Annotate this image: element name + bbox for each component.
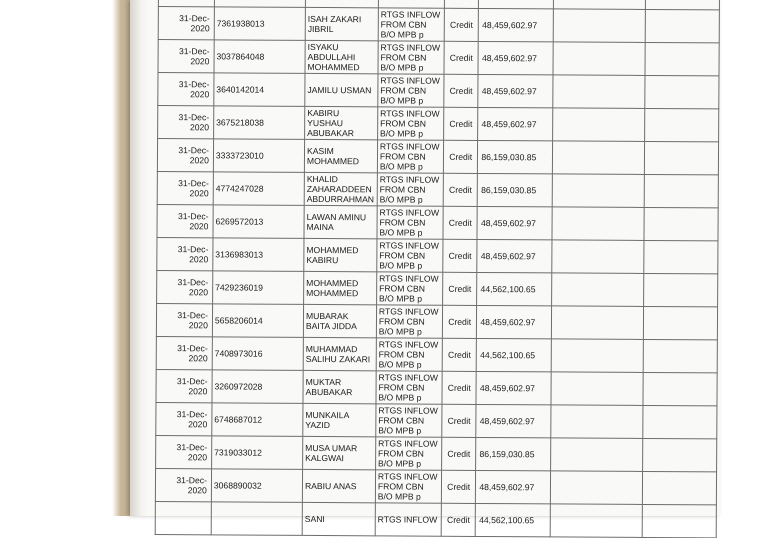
account-number: 3136983013 [213,238,304,272]
account-number: 3333723010 [213,139,304,173]
blank-cell [552,141,644,175]
table-row [156,369,717,405]
amount: 86,159,030.85 [476,437,551,470]
balance-cell [645,9,719,42]
account-number: 4774247028 [213,172,304,206]
transaction-date: 31-Dec-2020 [158,73,214,106]
transaction-date: 31-Dec-2020 [157,204,213,237]
balance-cell [645,0,719,10]
transaction-date: 31-Dec-2020 [158,106,214,139]
amount: 48,459,602.97 [477,305,552,338]
narration: RTGS INFLOW FROM CBN B/O MPB p [377,173,443,206]
narration: RTGS INFLOW FROM CBN B/O MPB p [377,107,443,140]
transaction-type [444,0,478,8]
transaction-type: Credit [444,41,479,74]
beneficiary-name: ISYAKU ABDULLAHI MOHAMMED [305,40,378,73]
balance-cell [645,75,719,108]
table-row [155,468,716,504]
beneficiary-name: MUHAMMAD SALIHU ZAKARI [303,337,376,370]
transaction-type: Credit [442,437,477,470]
transaction-date: 31-Dec-2020 [157,139,213,172]
blank-cell [551,306,643,340]
narration: RTGS INFLOW FROM CBN B/O MPB p [375,437,441,470]
beneficiary-name: KHALID ZAHARADDEEN ABDURRAHMAN [304,172,377,205]
blank-cell [552,240,644,274]
balance-cell [643,306,717,339]
balance-cell [642,504,716,537]
beneficiary-name: MOHAMMED KABIRU [304,238,377,271]
account-number: 7319033012 [211,436,302,470]
narration: RTGS INFLOW FROM CBN B/O MPB p [376,371,442,404]
transaction-type: Credit [443,140,478,173]
transaction-type: Credit [441,503,476,536]
amount: 44,562,100.65 [476,503,551,536]
beneficiary-name: ISAH ZAKARI JIBRIL [305,7,378,40]
account-number: 3675218038 [214,106,305,140]
narration: RTGS INFLOW [375,503,441,536]
blank-cell [550,471,642,505]
beneficiary-name: MUNKAILA YAZID [303,403,376,436]
account-number: 7429236019 [213,271,304,305]
balance-cell [645,42,719,75]
account-number: 7408973016 [212,337,303,371]
transaction-date: 31-Dec-2020 [156,435,212,468]
transaction-date: 31-Dec-2020 [156,369,212,402]
beneficiary-name: KABIRU YUSHAU ABUBAKAR [305,106,378,139]
table-row [155,501,716,537]
table-row [156,303,717,339]
beneficiary-name: SANI [302,502,375,535]
table-row [157,237,718,273]
amount: 44,562,100.65 [477,272,552,305]
transaction-date: 31-Dec-2020 [156,402,212,435]
balance-cell [644,174,718,207]
blank-cell [552,207,644,241]
transaction-date: 31-Dec-2020 [158,7,214,40]
amount: 48,459,602.97 [476,371,551,404]
balance-cell [643,405,717,438]
blank-cell [551,372,643,406]
blank-cell [552,273,644,307]
blank-cell [551,339,643,373]
amount: 48,459,602.97 [477,239,552,272]
transaction-date: 31-Dec-2020 [155,468,211,501]
transaction-type: Credit [443,272,478,305]
table-row [157,270,718,306]
amount: 48,459,602.97 [476,470,551,503]
amount: 48,459,602.97 [478,41,553,74]
beneficiary-name: MUSA UMAR KALGWAI [303,436,376,469]
table-row [158,7,719,43]
transaction-type: Credit [444,74,479,107]
amount: 86,159,030.85 [478,173,553,206]
narration: RTGS INFLOW FROM CBN B/O MPB p [376,272,442,305]
transaction-date: 31-Dec-2020 [157,237,213,270]
transaction-date [155,501,211,534]
narration: RTGS INFLOW FROM CBN B/O MPB p [375,470,441,503]
transaction-type: Credit [443,173,478,206]
beneficiary-name: MUBARAK BAITA JIDDA [303,304,376,337]
account-number: 6269572013 [213,205,304,239]
transaction-date: 31-Dec-2020 [156,336,212,369]
transaction-type: Credit [442,404,477,437]
paper-fold-shadow [130,0,148,516]
beneficiary-name: MUKTAR ABUBAKAR [303,370,376,403]
blank-cell [553,108,645,142]
blank-cell [553,9,645,43]
balance-cell [643,339,717,372]
amount: 48,459,602.97 [478,107,553,140]
transaction-type: Credit [444,8,479,41]
blank-cell [553,75,645,109]
balance-cell [643,372,717,405]
table-row [157,204,718,240]
transaction-date: 31-Dec-2020 [157,270,213,303]
statement-sheet [155,0,720,538]
account-number [211,502,302,536]
transaction-type: Credit [443,206,478,239]
table-row [158,40,719,76]
table-row [156,402,717,438]
transaction-date: 31-Dec-2020 [156,303,212,336]
narration: RTGS INFLOW FROM CBN B/O MPB p [378,74,444,107]
table-row [158,73,719,109]
account-number: 3260972028 [212,370,303,404]
narration: RTGS INFLOW FROM CBN B/O MPB p [378,41,444,74]
transaction-type: Credit [443,239,478,272]
narration: RTGS INFLOW FROM CBN B/O MPB p [376,338,442,371]
table-row [156,336,717,372]
amount: 48,459,602.97 [477,206,552,239]
narration: RTGS INFLOW FROM CBN B/O MPB p [376,305,442,338]
blank-cell [553,42,645,76]
narration: RTGS INFLOW FROM CBN B/O MPB p [378,8,444,41]
transaction-date: 31-Dec-2020 [158,40,214,73]
account-number: 7361938013 [214,7,305,41]
account-number: 3640142014 [214,73,305,107]
transactions-body [155,0,719,538]
narration: RTGS INFLOW FROM CBN B/O MPB p [377,239,443,272]
account-number: 6748687012 [212,403,303,437]
amount: 48,459,602.97 [476,404,551,437]
table-row [157,139,718,175]
table-row [157,171,718,207]
background [710,0,780,516]
balance-cell [644,273,718,306]
table-row [156,435,717,471]
account-number: 3068890032 [211,469,302,503]
amount: 44,562,100.65 [477,338,552,371]
amount: 48,459,602.97 [479,8,554,41]
beneficiary-name: JAMILU USMAN [305,73,378,106]
narration: RTGS INFLOW FROM CBN B/O MPB p [377,206,443,239]
beneficiary-name: LAWAN AMINU MAINA [304,205,377,238]
table-surface [0,0,140,516]
transaction-type: Credit [441,470,476,503]
amount: 48,459,602.97 [478,74,553,107]
account-number: 5658206014 [212,304,303,338]
balance-cell [642,471,716,504]
blank-cell [551,405,643,439]
balance-cell [644,141,718,174]
narration: RTGS INFLOW FROM CBN B/O MPB p [376,404,442,437]
beneficiary-name: RABIU ANAS [302,469,375,502]
balance-cell [644,240,718,273]
printed-statement-page [130,0,720,526]
narration: RTGS INFLOW FROM CBN B/O MPB p [377,140,443,173]
beneficiary-name: KASIM MOHAMMED [304,139,377,172]
beneficiary-name: MOHAMMED MOHAMMED [304,271,377,304]
transaction-date: 31-Dec-2020 [157,171,213,204]
transaction-type: Credit [442,371,477,404]
table-row [158,106,719,142]
transaction-type: Credit [444,107,479,140]
transaction-type: Credit [442,305,477,338]
blank-cell [552,174,644,208]
account-number: 3037864048 [214,40,305,74]
blank-cell [551,438,643,472]
balance-cell [643,438,717,471]
amount: 86,159,030.85 [478,140,553,173]
transaction-type: Credit [442,338,477,371]
balance-cell [645,108,719,141]
balance-cell [644,207,718,240]
transactions-table [155,0,720,538]
blank-cell [550,504,642,538]
